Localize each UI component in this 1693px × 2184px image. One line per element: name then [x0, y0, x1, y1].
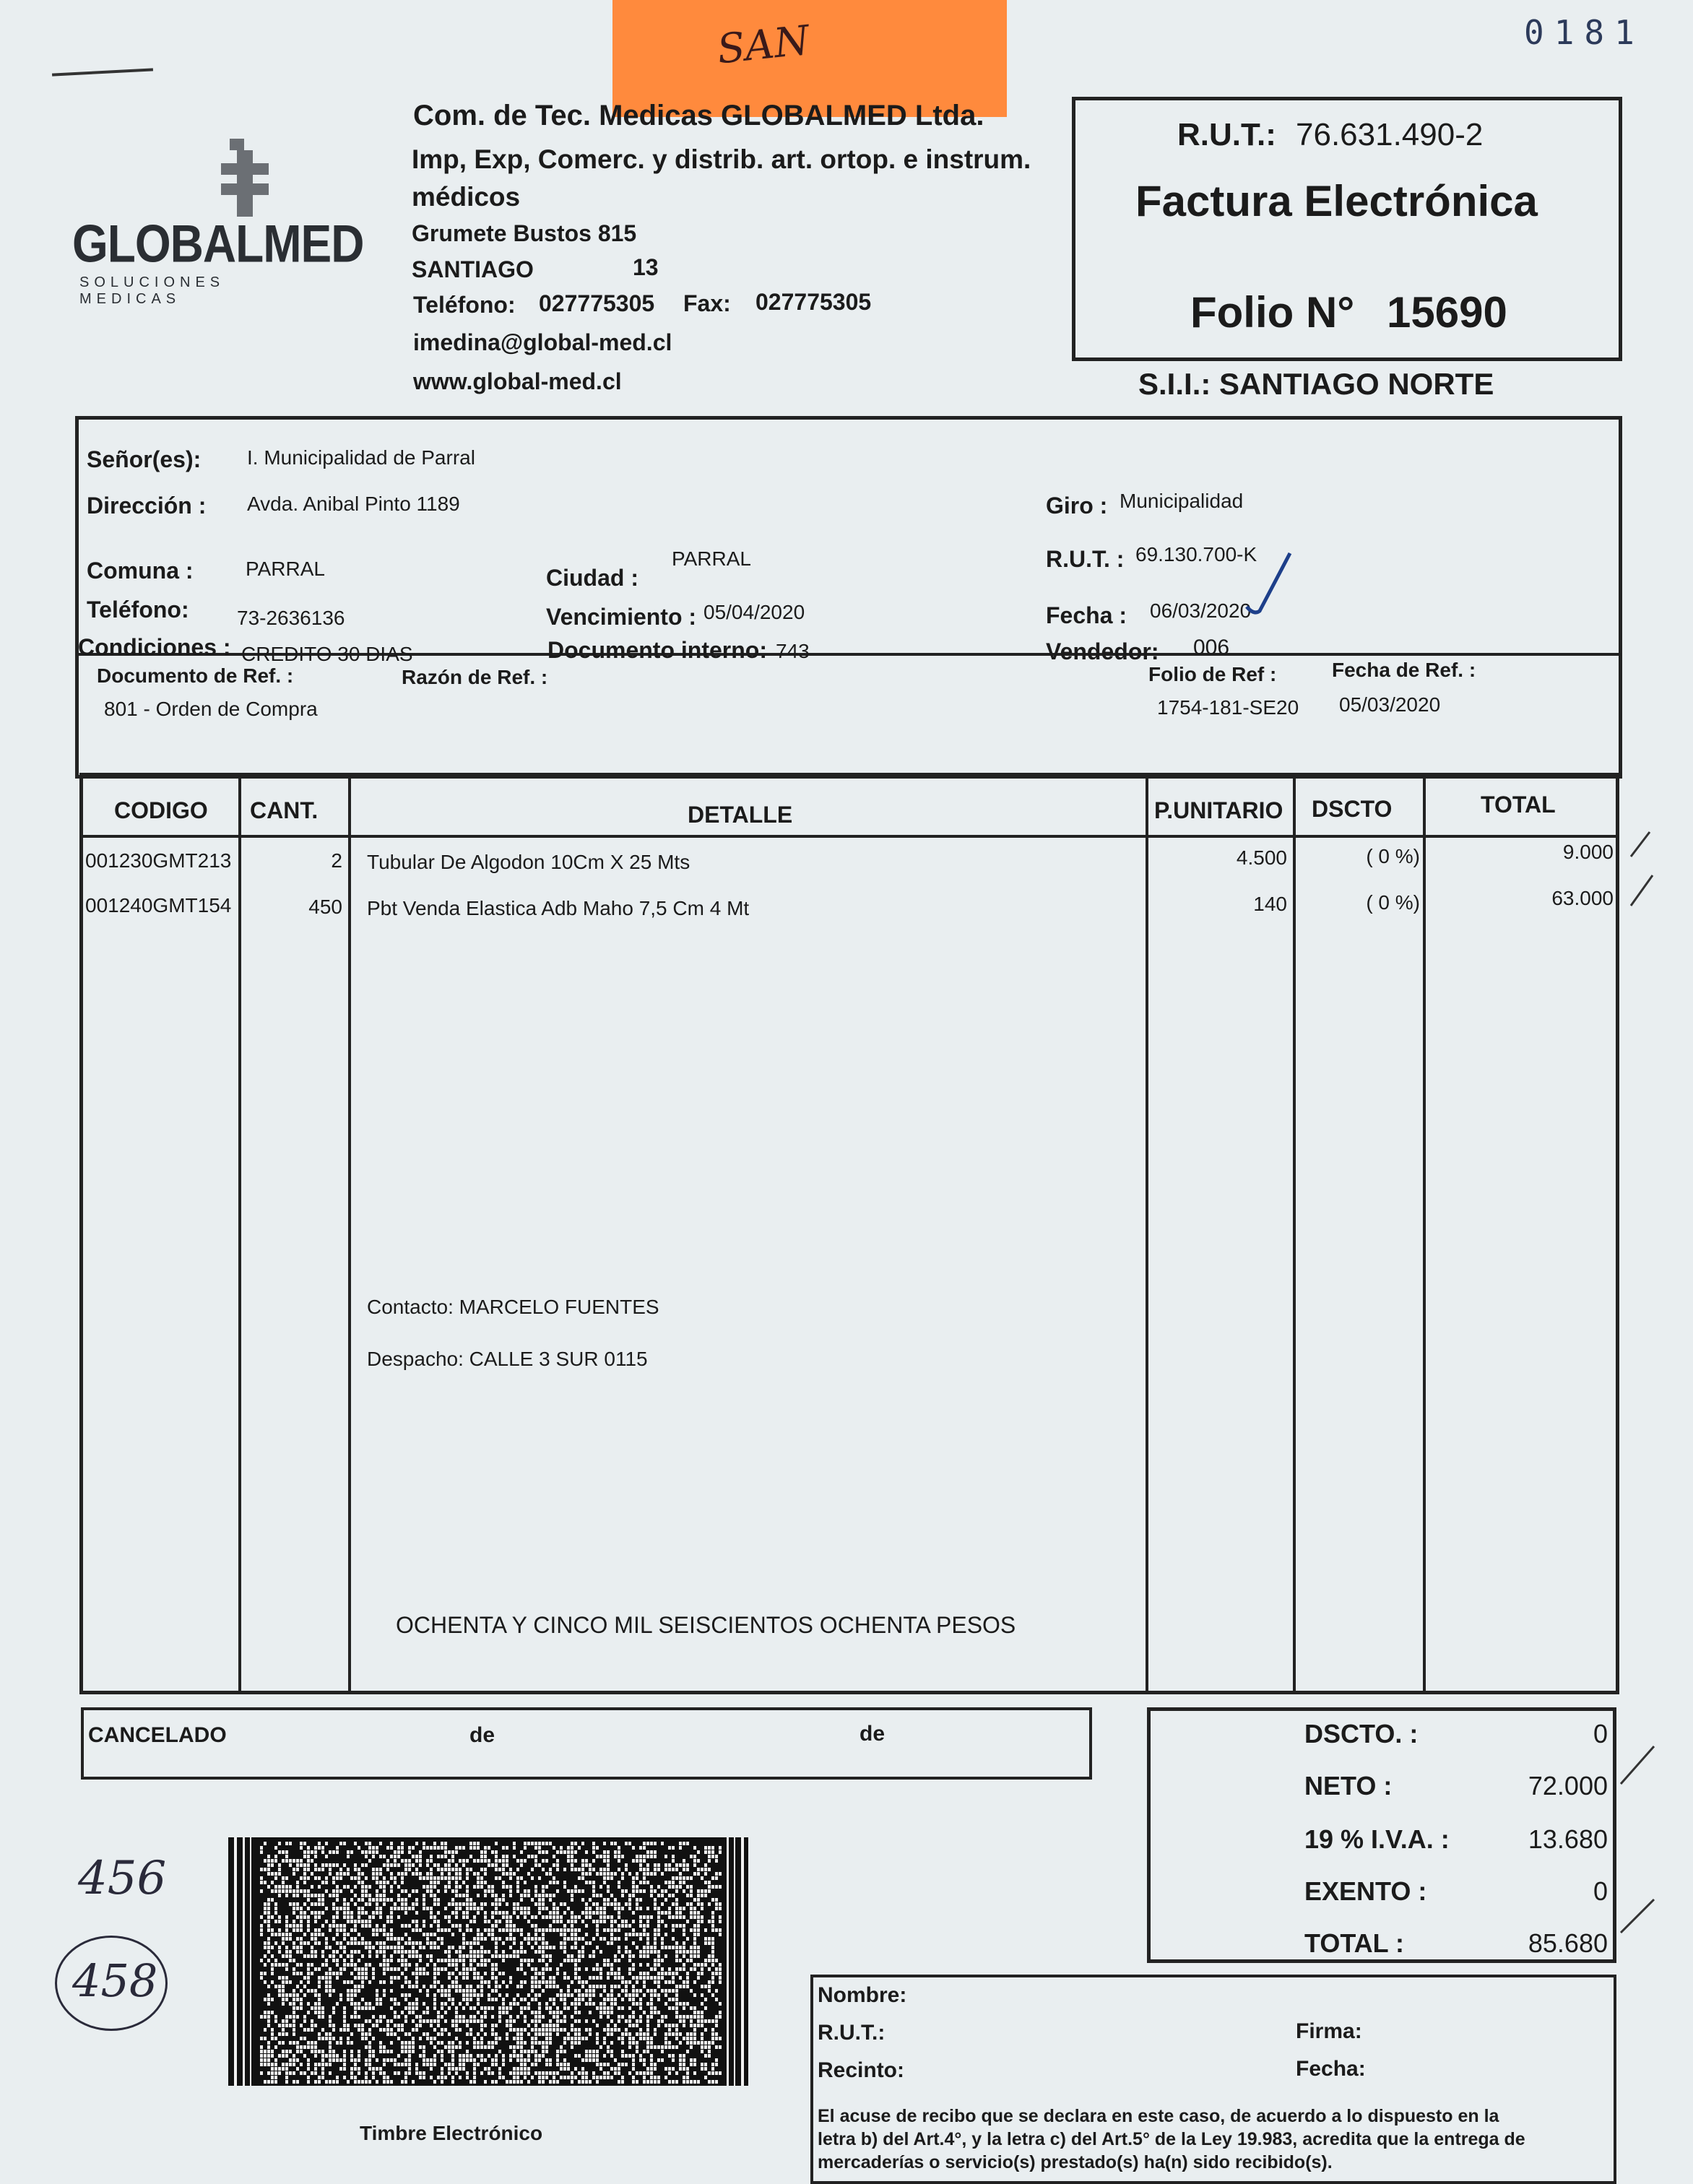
logo-brand: GLOBALMED	[72, 213, 364, 274]
cancelado-label: CANCELADO	[88, 1723, 227, 1747]
row2-cant: 450	[308, 896, 342, 918]
totals-iva-label: 19 % I.V.A. :	[1304, 1824, 1450, 1854]
totals-exento-value: 0	[1593, 1876, 1608, 1906]
totals-iva-value: 13.680	[1528, 1824, 1608, 1854]
cancelado-de-2: de	[860, 1722, 886, 1746]
rut-client-value: 69.130.700-K	[1135, 543, 1257, 566]
contacto-text: Contacto: MARCELO FUENTES	[367, 1296, 659, 1318]
invoice-folio-label: Folio N°	[1190, 288, 1355, 337]
fecha-value: 06/03/2020	[1150, 599, 1252, 622]
ciudad-label: Ciudad :	[546, 565, 638, 591]
row2-codigo: 001240GMT154	[85, 894, 232, 916]
vendedor-value: 006	[1193, 636, 1230, 659]
receipt-firma-label: Firma:	[1296, 2019, 1362, 2043]
invoice-rut: 76.631.490-2	[1296, 117, 1484, 152]
checkmark-icon	[1244, 549, 1294, 621]
row1-detalle: Tubular De Algodon 10Cm X 25 Mts	[367, 851, 690, 873]
row1-codigo: 001230GMT213	[85, 849, 232, 872]
client-box	[75, 416, 1622, 779]
top-corner-number: 0181	[1524, 13, 1645, 52]
invoice-rut-label: R.U.T.:	[1177, 117, 1276, 152]
telefono-label: Teléfono:	[87, 597, 189, 623]
company-city: SANTIAGO	[412, 256, 534, 282]
totals-tick-icon	[1618, 1736, 1661, 1953]
senor-value: I. Municipalidad de Parral	[247, 446, 475, 469]
sticky-note-text: SAN	[714, 17, 812, 74]
row1-dscto: ( 0 %)	[1366, 845, 1420, 867]
totals-dscto-label: DSCTO. :	[1304, 1719, 1419, 1748]
doc-ref-label: Documento de Ref. :	[97, 664, 294, 687]
company-fax: 027775305	[755, 289, 872, 315]
logo-tagline: SOLUCIONES MEDICAS	[79, 274, 225, 307]
receipt-legal-2: letra b) del Art.4°, y la letra c) del Art.5° de la Ley 19.983, acredita que la entrega de	[818, 2129, 1525, 2149]
totals-exento-label: EXENTO :	[1304, 1876, 1427, 1906]
handwritten-number-1: 456	[78, 1852, 167, 1905]
company-phone-label: Teléfono:	[413, 292, 516, 318]
direccion-label: Dirección :	[87, 493, 207, 519]
row2-detalle: Pbt Venda Elastica Adb Maho 7,5 Cm 4 Mt	[367, 897, 750, 919]
receipt-fecha-label: Fecha:	[1296, 2057, 1366, 2081]
doc-ref-value: 801 - Orden de Compra	[104, 698, 318, 720]
handwritten-number-2: 458	[72, 1954, 158, 2007]
totals-total-value: 85.680	[1528, 1928, 1608, 1958]
totals-neto-value: 72.000	[1528, 1771, 1608, 1800]
giro-value: Municipalidad	[1120, 490, 1244, 512]
row1-punitario: 4.500	[1236, 846, 1287, 869]
giro-label: Giro :	[1046, 493, 1108, 519]
header-codigo: CODIGO	[114, 797, 208, 823]
cancelado-de-1: de	[469, 1723, 495, 1747]
company-fax-label: Fax:	[683, 290, 731, 316]
header-detalle: DETALLE	[688, 802, 793, 828]
doc-interno-label: Documento interno:	[547, 637, 767, 663]
company-phone: 027775305	[539, 290, 655, 316]
receipt-nombre-label: Nombre:	[818, 1983, 907, 2007]
row2-dscto: ( 0 %)	[1366, 891, 1420, 914]
col-divider-3	[1146, 776, 1148, 1691]
header-cant: CANT.	[250, 797, 319, 823]
company-name: Com. de Tec. Medicas GLOBALMED Ltda.	[413, 100, 984, 131]
timbre-barcode	[228, 1837, 748, 2086]
header-punitario: P.UNITARIO	[1154, 797, 1283, 823]
totals-total-label: TOTAL :	[1304, 1928, 1404, 1958]
header-dscto: DSCTO	[1312, 796, 1393, 822]
condiciones-label: Condiciones :	[78, 634, 231, 660]
fecha-ref-label: Fecha de Ref. :	[1332, 659, 1476, 681]
receipt-rut-label: R.U.T.:	[818, 2021, 886, 2045]
row2-punitario: 140	[1253, 893, 1287, 915]
col-divider-2	[348, 776, 351, 1691]
despacho-text: Despacho: CALLE 3 SUR 0115	[367, 1348, 648, 1370]
senor-label: Señor(es):	[87, 446, 202, 472]
vencimiento-value: 05/04/2020	[703, 601, 805, 623]
folio-ref-value: 1754-181-SE20	[1157, 696, 1299, 719]
telefono-value: 73-2636136	[237, 607, 345, 629]
invoice-doc-type: Factura Electrónica	[1135, 177, 1538, 225]
comuna-value: PARRAL	[246, 558, 325, 580]
direccion-value: Avda. Anibal Pinto 1189	[247, 493, 460, 515]
barcode-pattern-icon	[228, 1837, 748, 2086]
folio-ref-label: Folio de Ref :	[1148, 663, 1277, 685]
invoice-sii: S.I.I.: SANTIAGO NORTE	[1138, 367, 1494, 401]
timbre-label: Timbre Electrónico	[360, 2122, 543, 2144]
invoice-folio: 15690	[1387, 288, 1507, 337]
fecha-ref-value: 05/03/2020	[1339, 693, 1441, 716]
doc-interno-value: 743	[776, 640, 810, 662]
col-divider-4	[1293, 776, 1296, 1691]
col-divider-5	[1423, 776, 1426, 1691]
receipt-legal-1: El acuse de recibo que se declara en este caso, de acuerdo a lo dispuesto en la	[818, 2106, 1499, 2126]
row1-total: 9.000	[1562, 841, 1614, 863]
company-email: imedina@global-med.cl	[413, 329, 672, 355]
company-city-code: 13	[633, 254, 659, 280]
col-divider-1	[238, 776, 241, 1691]
company-activity-2: médicos	[412, 182, 521, 212]
margin-stroke	[52, 68, 153, 76]
ciudad-value: PARRAL	[672, 547, 751, 570]
condiciones-value: CREDITO 30 DIAS	[241, 643, 413, 665]
row1-cant: 2	[331, 849, 342, 872]
logo	[72, 137, 364, 307]
company-address: Grumete Bustos 815	[412, 220, 637, 246]
vendedor-label: Vendedor:	[1046, 638, 1159, 664]
receipt-recinto-label: Recinto:	[818, 2058, 904, 2082]
company-web: www.global-med.cl	[413, 368, 622, 394]
amount-in-words: OCHENTA Y CINCO MIL SEISCIENTOS OCHENTA PESOS	[396, 1612, 1016, 1638]
razon-ref-label: Razón de Ref. :	[402, 666, 548, 688]
fecha-label: Fecha :	[1046, 602, 1127, 628]
table-header-divider	[81, 835, 1618, 838]
row2-total: 63.000	[1551, 887, 1614, 909]
company-activity-1: Imp, Exp, Comerc. y distrib. art. ortop. e instrum.	[412, 144, 1031, 174]
rut-client-label: R.U.T. :	[1046, 546, 1125, 572]
totals-dscto-value: 0	[1593, 1719, 1608, 1748]
tick-mark-icon	[1628, 829, 1657, 916]
totals-neto-label: NETO :	[1304, 1771, 1393, 1800]
vencimiento-label: Vencimiento :	[546, 604, 697, 630]
header-total: TOTAL	[1481, 792, 1556, 818]
comuna-label: Comuna :	[87, 558, 194, 584]
cancelado-box	[81, 1707, 1092, 1780]
receipt-legal-3: mercaderías o servicio(s) prestado(s) ha(n) sido recibido(s).	[818, 2152, 1333, 2172]
